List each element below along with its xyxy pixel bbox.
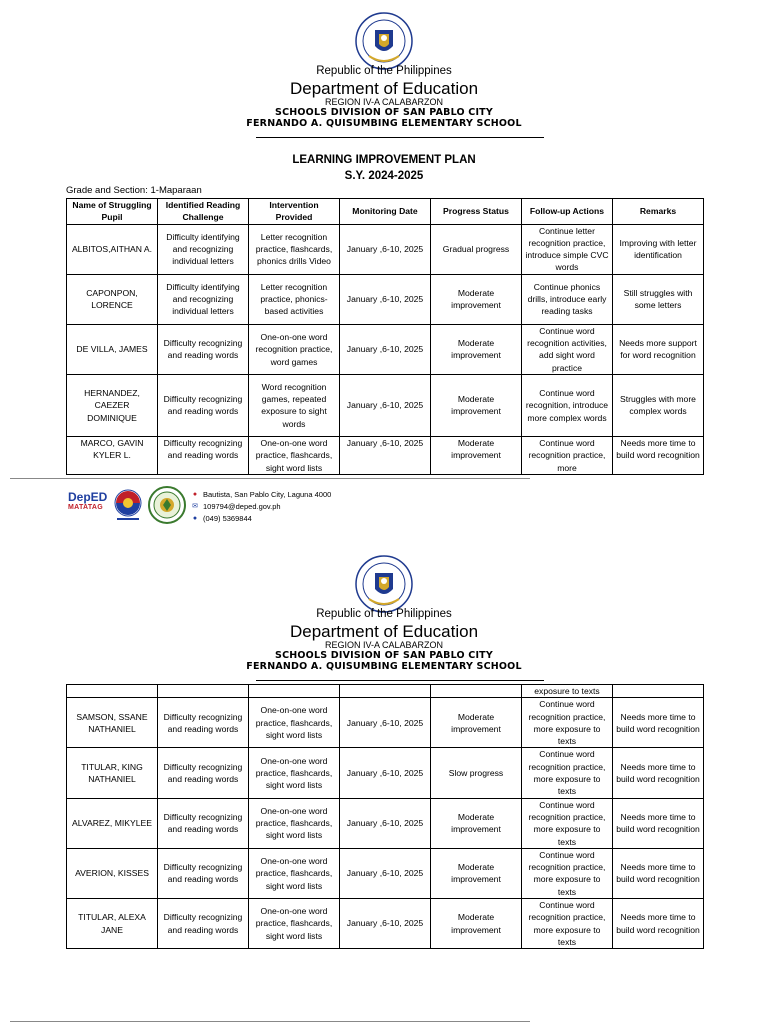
- footer-divider: [10, 478, 530, 479]
- location-pin-icon: ●: [192, 491, 198, 498]
- table-cell: Needs more support for word recognition: [613, 324, 704, 374]
- table-cell: Continue word recognition, introduce more complex words: [522, 374, 613, 436]
- contact-info: [191, 489, 331, 525]
- table-row: [67, 374, 704, 436]
- deped-seal-icon: [355, 555, 413, 613]
- bagong-pilipinas-logo-icon: [112, 488, 144, 522]
- table-cell: [158, 685, 249, 698]
- republic-line: Republic of the Philippines: [316, 608, 452, 620]
- table-cell: One-on-one word practice, flashcards, sight word lists: [249, 748, 340, 798]
- school-name: FERNANDO A. QUISUMBING ELEMENTARY SCHOOL: [246, 661, 522, 672]
- learning-plan-table-continued: [66, 684, 704, 949]
- phone-row: [191, 513, 331, 525]
- table-cell: Continue letter recognition practice, introduce simple CVC words: [522, 224, 613, 274]
- table-cell: [431, 685, 522, 698]
- email-icon: ✉: [192, 503, 198, 510]
- table-row-continuation: [67, 685, 704, 698]
- header-cell: Remarks: [613, 199, 704, 225]
- phone-icon: ●: [192, 515, 198, 522]
- table-cell: One-on-one word practice, flashcards, sight word lists: [249, 899, 340, 949]
- table-row: [67, 324, 704, 374]
- table-cell: Slow progress: [431, 748, 522, 798]
- table-cell: DE VILLA, JAMES: [67, 324, 158, 374]
- table-cell: Needs more time to build word recognition: [613, 899, 704, 949]
- region-line: REGION IV-A CALABARZON: [324, 640, 444, 650]
- table-cell: Moderate improvement: [431, 848, 522, 898]
- table-cell: January ,6-10, 2025: [340, 798, 431, 848]
- table-cell: One-on-one word practice, flashcards, sight word lists: [249, 848, 340, 898]
- table-cell: Moderate improvement: [431, 436, 522, 474]
- table-cell: TITULAR, ALEXA JANE: [67, 899, 158, 949]
- table-cell: [613, 685, 704, 698]
- deped-logo-text: DepED: [68, 490, 108, 504]
- table-cell: January ,6-10, 2025: [340, 899, 431, 949]
- division-line: SCHOOLS DIVISION OF SAN PABLO CITY: [275, 107, 493, 118]
- division-line: SCHOOLS DIVISION OF SAN PABLO CITY: [275, 650, 493, 661]
- table-cell: CAPONPON, LORENCE: [67, 274, 158, 324]
- header-cell: Name of Struggling Pupil: [67, 199, 158, 225]
- table-row: [67, 698, 704, 748]
- header-cell: Follow-up Actions: [522, 199, 613, 225]
- table-cell: One-on-one word practice, flashcards, sight word lists: [249, 798, 340, 848]
- address-row: [191, 489, 331, 501]
- table-cell: ALBITOS,AITHAN A.: [67, 224, 158, 274]
- table-cell: Continue word recognition practice, more exposure to texts: [522, 848, 613, 898]
- table-cell: [249, 685, 340, 698]
- table-cell: Difficulty recognizing and reading words: [158, 698, 249, 748]
- header-divider: [256, 680, 544, 681]
- table-cell: Letter recognition practice, flashcards, phonics drills Video: [249, 224, 340, 274]
- table-cell: Needs more time to build word recognition: [613, 698, 704, 748]
- table-cell: exposure to texts: [522, 685, 613, 698]
- page-2: [0, 545, 768, 1024]
- table-cell: January ,6-10, 2025: [340, 374, 431, 436]
- republic-line: Republic of the Philippines: [316, 65, 452, 77]
- table-cell: [67, 685, 158, 698]
- table-cell: AVERION, KISSES: [67, 848, 158, 898]
- table-cell: January ,6-10, 2025: [340, 324, 431, 374]
- department-name: Department of Education: [289, 622, 479, 641]
- table-cell: Difficulty recognizing and reading words: [158, 899, 249, 949]
- table-cell: MARCO, GAVIN KYLER L.: [67, 436, 158, 474]
- table-row: [67, 798, 704, 848]
- table-cell: Continue word recognition activities, add sight word practice: [522, 324, 613, 374]
- header-cell: Identified Reading Challenge: [158, 199, 249, 225]
- address-text: Bautista, San Pablo City, Laguna 4000: [203, 490, 332, 499]
- table-cell: Continue word recognition practice, more: [522, 436, 613, 474]
- table-header-row: [67, 199, 704, 225]
- table-cell: Needs more time to build word recognition: [613, 848, 704, 898]
- matatag-text: MATATAG: [68, 504, 104, 511]
- deped-seal-icon: [355, 12, 413, 70]
- table-cell: Gradual progress: [431, 224, 522, 274]
- table-cell: Continue phonics drills, introduce early reading tasks: [522, 274, 613, 324]
- learning-plan-table: [66, 198, 704, 475]
- school-year: S.Y. 2024-2025: [344, 170, 424, 182]
- document-title: LEARNING IMPROVEMENT PLAN: [292, 154, 476, 166]
- table-cell: Difficulty recognizing and reading words: [158, 324, 249, 374]
- header-cell: Intervention Provided: [249, 199, 340, 225]
- header-cell: Progress Status: [431, 199, 522, 225]
- table-cell: Moderate improvement: [431, 798, 522, 848]
- table-cell: Letter recognition practice, phonics-based activities: [249, 274, 340, 324]
- table-cell: Moderate improvement: [431, 899, 522, 949]
- table-cell: Moderate improvement: [431, 698, 522, 748]
- table-row: [67, 436, 704, 474]
- table-cell: Difficulty recognizing and reading words: [158, 798, 249, 848]
- grade-section: Grade and Section: 1-Maparaan: [66, 185, 202, 196]
- table-cell: HERNANDEZ, CAEZER DOMINIQUE: [67, 374, 158, 436]
- school-seal-icon: [148, 486, 186, 524]
- table-cell: Needs more time to build word recognition: [613, 748, 704, 798]
- table-cell: Difficulty recognizing and reading words: [158, 374, 249, 436]
- table-cell: One-on-one word practice, flashcards, sight word lists: [249, 436, 340, 474]
- department-name: Department of Education: [289, 79, 479, 98]
- table-cell: Still struggles with some letters: [613, 274, 704, 324]
- table-cell: Difficulty recognizing and reading words: [158, 748, 249, 798]
- table-cell: Moderate improvement: [431, 324, 522, 374]
- table-cell: Needs more time to build word recognition: [613, 436, 704, 474]
- header-cell: Monitoring Date: [340, 199, 431, 225]
- table-cell: Continue word recognition practice, more exposure to texts: [522, 748, 613, 798]
- email-row: [191, 501, 331, 513]
- table-cell: Improving with letter identification: [613, 224, 704, 274]
- table-cell: Word recognition games, repeated exposure to sight words: [249, 374, 340, 436]
- table-cell: Continue word recognition practice, more exposure to texts: [522, 698, 613, 748]
- table-cell: TITULAR, KING NATHANIEL: [67, 748, 158, 798]
- table-cell: Difficulty identifying and recognizing individual letters: [158, 274, 249, 324]
- header-divider: [256, 137, 544, 138]
- table-cell: One-on-one word recognition practice, word games: [249, 324, 340, 374]
- deped-logo-icon: [68, 490, 107, 511]
- table-cell: Difficulty identifying and recognizing individual letters: [158, 224, 249, 274]
- table-row: [67, 748, 704, 798]
- table-row: [67, 224, 704, 274]
- table-cell: January ,6-10, 2025: [340, 848, 431, 898]
- table-cell: Needs more time to build word recognition: [613, 798, 704, 848]
- email-text: 109794@deped.gov.ph: [203, 502, 281, 511]
- table-cell: Moderate improvement: [431, 274, 522, 324]
- phone-text: (049) 5369844: [203, 514, 252, 523]
- table-cell: Difficulty recognizing and reading words: [158, 848, 249, 898]
- table-cell: Moderate improvement: [431, 374, 522, 436]
- table-row: [67, 848, 704, 898]
- table-cell: Difficulty recognizing and reading words: [158, 436, 249, 474]
- region-line: REGION IV-A CALABARZON: [324, 97, 444, 107]
- school-name: FERNANDO A. QUISUMBING ELEMENTARY SCHOOL: [246, 118, 522, 129]
- table-cell: January ,6-10, 2025: [340, 698, 431, 748]
- table-cell: Struggles with more complex words: [613, 374, 704, 436]
- table-cell: Continue word recognition practice, more exposure to texts: [522, 798, 613, 848]
- table-cell: January ,6-10, 2025: [340, 748, 431, 798]
- table-cell: January ,6-10, 2025: [340, 274, 431, 324]
- table-cell: [340, 685, 431, 698]
- footer-divider: [10, 1021, 530, 1022]
- table-cell: January ,6-10, 2025: [340, 436, 431, 474]
- table-row: [67, 899, 704, 949]
- table-row: [67, 274, 704, 324]
- table-cell: One-on-one word practice, flashcards, sight word lists: [249, 698, 340, 748]
- table-cell: ALVAREZ, MIKYLEE: [67, 798, 158, 848]
- table-cell: January ,6-10, 2025: [340, 224, 431, 274]
- table-cell: Continue word recognition practice, more exposure to texts: [522, 899, 613, 949]
- table-cell: SAMSON, SSANE NATHANIEL: [67, 698, 158, 748]
